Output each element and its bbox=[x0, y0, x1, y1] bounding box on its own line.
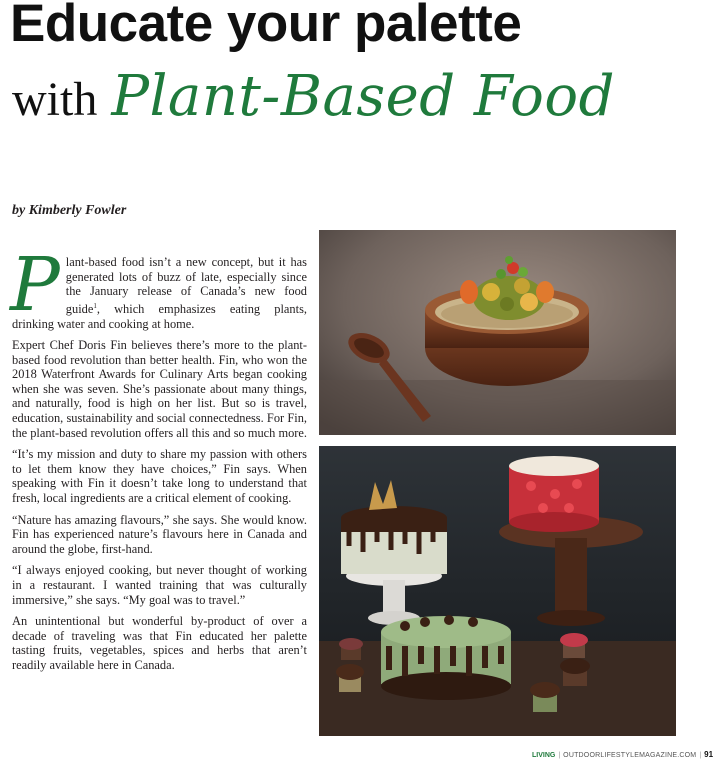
page-footer bbox=[532, 750, 713, 759]
paragraph-1-end: , which emphasizes eating plants, drinking water and cooking at home. bbox=[12, 301, 307, 331]
byline: by Kimberly Fowler bbox=[12, 203, 127, 218]
footer-section: LIVING bbox=[532, 752, 556, 759]
article-paragraph-2: Expert Chef Doris Fin believes there’s more to the plant-based food revolution than better health. Fin, who won the 2018 Waterfront Awards for Culinary Arts began cooking when she was seven. She’s passionate about many things, and naturally, food is high on her list. But so is travel, education, sustainability and social connectedness. For Fin, the plant-based revolution offers all this and so much more. bbox=[12, 338, 308, 440]
article-paragraph-3: “It’s my mission and duty to share my passion with others to let them know they have choices,” Fin says. When speaking with Fin it doesn’t take long to understand that fresh, local ingredients are a critical element of cooking. bbox=[12, 447, 307, 506]
headline-line-2 bbox=[12, 64, 615, 129]
paragraph-1-text: lant-based food isn’t a new concept, but it has generated lots of buzz of late, especially since the January release of Canada’s new food guide bbox=[65, 255, 307, 316]
footer-separator-2: | bbox=[699, 752, 702, 759]
drop-cap: P bbox=[10, 242, 60, 328]
headline-with: with bbox=[12, 73, 98, 126]
photo-quinoa-bowl bbox=[319, 230, 676, 435]
footer-separator: | bbox=[558, 752, 561, 759]
footnote-marker: 1 bbox=[93, 301, 97, 310]
headline-script: Plant-Based Food bbox=[111, 64, 615, 129]
footer-website: OUTDOORLIFESTYLEMAGAZINE.COM bbox=[563, 752, 697, 759]
article-paragraph-6: An unintentional but wonderful by-product of over a decade of traveling was that Fin educated her palette tasting fruits, vegetables, spices and herbs that aren’t readily available here in Canada. bbox=[12, 614, 307, 672]
page-number: 91 bbox=[704, 750, 713, 759]
article-paragraph-4: “Nature has amazing flavours,” she says. She would know. Fin has experienced nature’s flavours here in Canada and around the globe, first-hand. bbox=[12, 512, 307, 556]
photo-cakes bbox=[319, 446, 676, 736]
article-paragraph-1 bbox=[10, 242, 307, 331]
article-body bbox=[10, 242, 308, 680]
headline-line-1: Educate your palette bbox=[10, 0, 522, 53]
article-paragraph-5: “I always enjoyed cooking, but never thought of working in a restaurant. I wanted training that was culturally immersive,” she says. “My goal was to travel.” bbox=[12, 563, 307, 607]
